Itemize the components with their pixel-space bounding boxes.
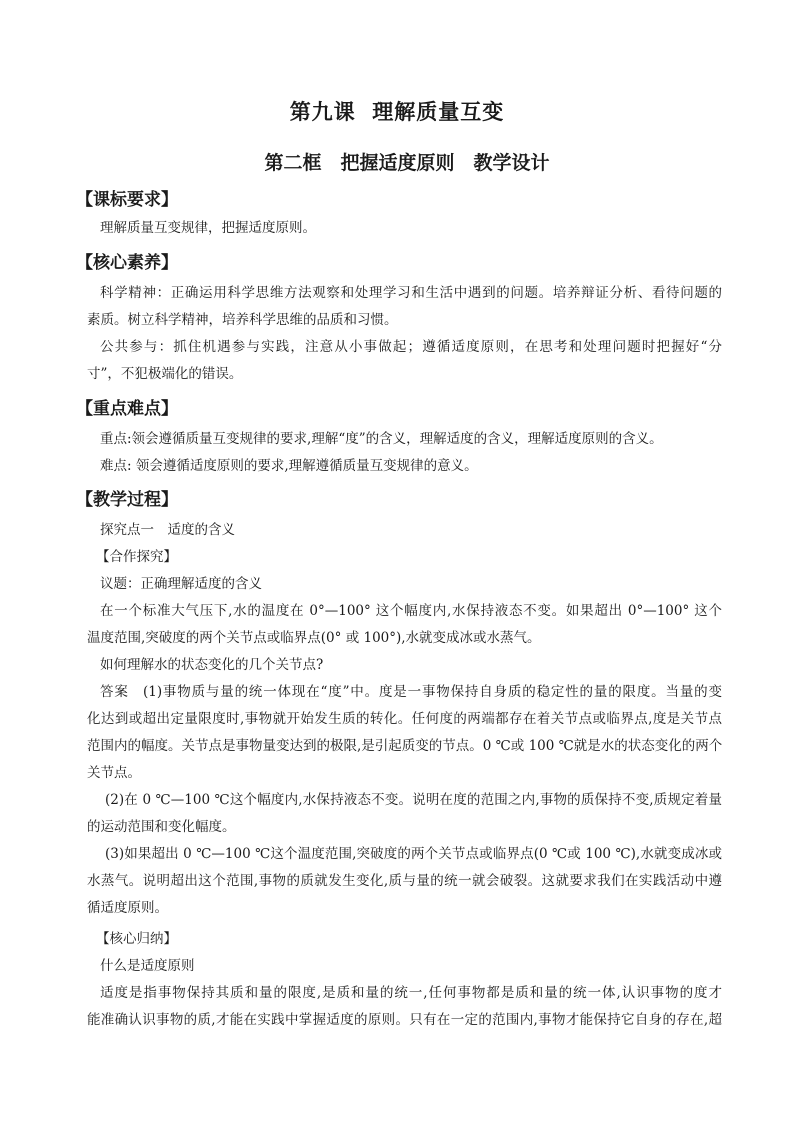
paragraph-line: (2)在 0 ℃—100 ℃这个幅度内,水保持液态不变。说明在度的范围之内,事物的质保持不变,质规定着量	[105, 792, 722, 808]
paragraph-line: 如何理解水的状态变化的几个关节点?	[100, 657, 324, 673]
paragraph-line: 答案 (1)事物质与量的统一体现在“度”中。度是一事物保持自身质的稳定性的量的限度。当量的变	[100, 684, 722, 700]
paragraph-line: 理解质量互变规律，把握适度原则。	[100, 220, 316, 236]
paragraph-line: 议题：正确理解适度的含义	[100, 576, 262, 592]
paragraph-line: 温度范围,突破度的两个关节点或临界点(0° 或 100°),水就变成冰或水蒸气。	[87, 630, 541, 646]
paragraph-line: 科学精神：正确运用科学思维方法观察和处理学习和生活中遇到的问题。培养辩证分析、看待问题的	[100, 285, 722, 301]
paragraph-line: 重点:领会遵循质量互变规律的要求,理解“度”的含义，理解适度的含义，理解适度原则的含义。	[100, 431, 663, 447]
paragraph-line: 水蒸气。说明超出这个范围,事物的质就发生变化,质与量的统一就会破裂。这就要求我们在实践活动中遵	[87, 873, 722, 889]
paragraph-line: 范围内的幅度。关节点是事物量变达到的极限,是引起质变的节点。0 ℃或 100 ℃就是水的状态变化的两个	[87, 738, 723, 754]
paragraph-line: 难点: 领会遵循适度原则的要求,理解遵循质量互变规律的意义。	[100, 458, 478, 474]
paragraph-line: 探究点一 适度的含义	[100, 522, 235, 538]
paragraph-line: 循适度原则。	[87, 900, 168, 916]
paragraph-line: 适度是指事物保持其质和量的限度,是质和量的统一,任何事物都是质和量的统一体,认识事物的度才	[100, 985, 722, 1001]
paragraph-line: 能准确认识事物的质,才能在实践中掌握适度的原则。只有在一定的范围内,事物才能保持它自身的存在,超	[87, 1012, 722, 1028]
paragraph-line: 公共参与：抓住机遇参与实践，注意从小事做起；遵循适度原则，在思考和处理问题时把握好“分	[100, 339, 722, 355]
paragraph-line: 寸”，不犯极端化的错误。	[87, 366, 243, 382]
paragraph-line: 关节点。	[87, 765, 141, 781]
heading-teaching-process: 【教学过程】	[76, 490, 178, 510]
heading-core-literacy: 【核心素养】	[76, 253, 178, 273]
heading-key-points: 【重点难点】	[76, 399, 178, 419]
paragraph-line: (3)如果超出 0 ℃—100 ℃这个温度范围,突破度的两个关节点或临界点(0 ℃或 100 ℃),水就变成冰或	[105, 846, 722, 862]
subheading-core-summary: 【核心归纳】	[96, 931, 177, 947]
paragraph-line: 在一个标准大气压下,水的温度在 0°—100° 这个幅度内,水保持液态不变。如果超出 0°—100° 这个	[100, 603, 722, 619]
lesson-title: 第九课 理解质量互变	[289, 99, 505, 124]
section-subtitle: 第二框 把握适度原则 教学设计	[264, 152, 550, 174]
heading-curriculum-requirements: 【课标要求】	[76, 190, 178, 210]
paragraph-line: 的运动范围和变化幅度。	[87, 819, 236, 835]
subheading-cooperative-inquiry: 【合作探究】	[96, 549, 177, 565]
paragraph-line: 素质。树立科学精神，培养科学思维的品质和习惯。	[87, 312, 398, 328]
paragraph-line: 化达到或超出定量限度时,事物就开始发生质的转化。任何度的两端都存在着关节点或临界点,度是关节点	[87, 711, 722, 727]
paragraph-line: 什么是适度原则	[100, 958, 195, 974]
